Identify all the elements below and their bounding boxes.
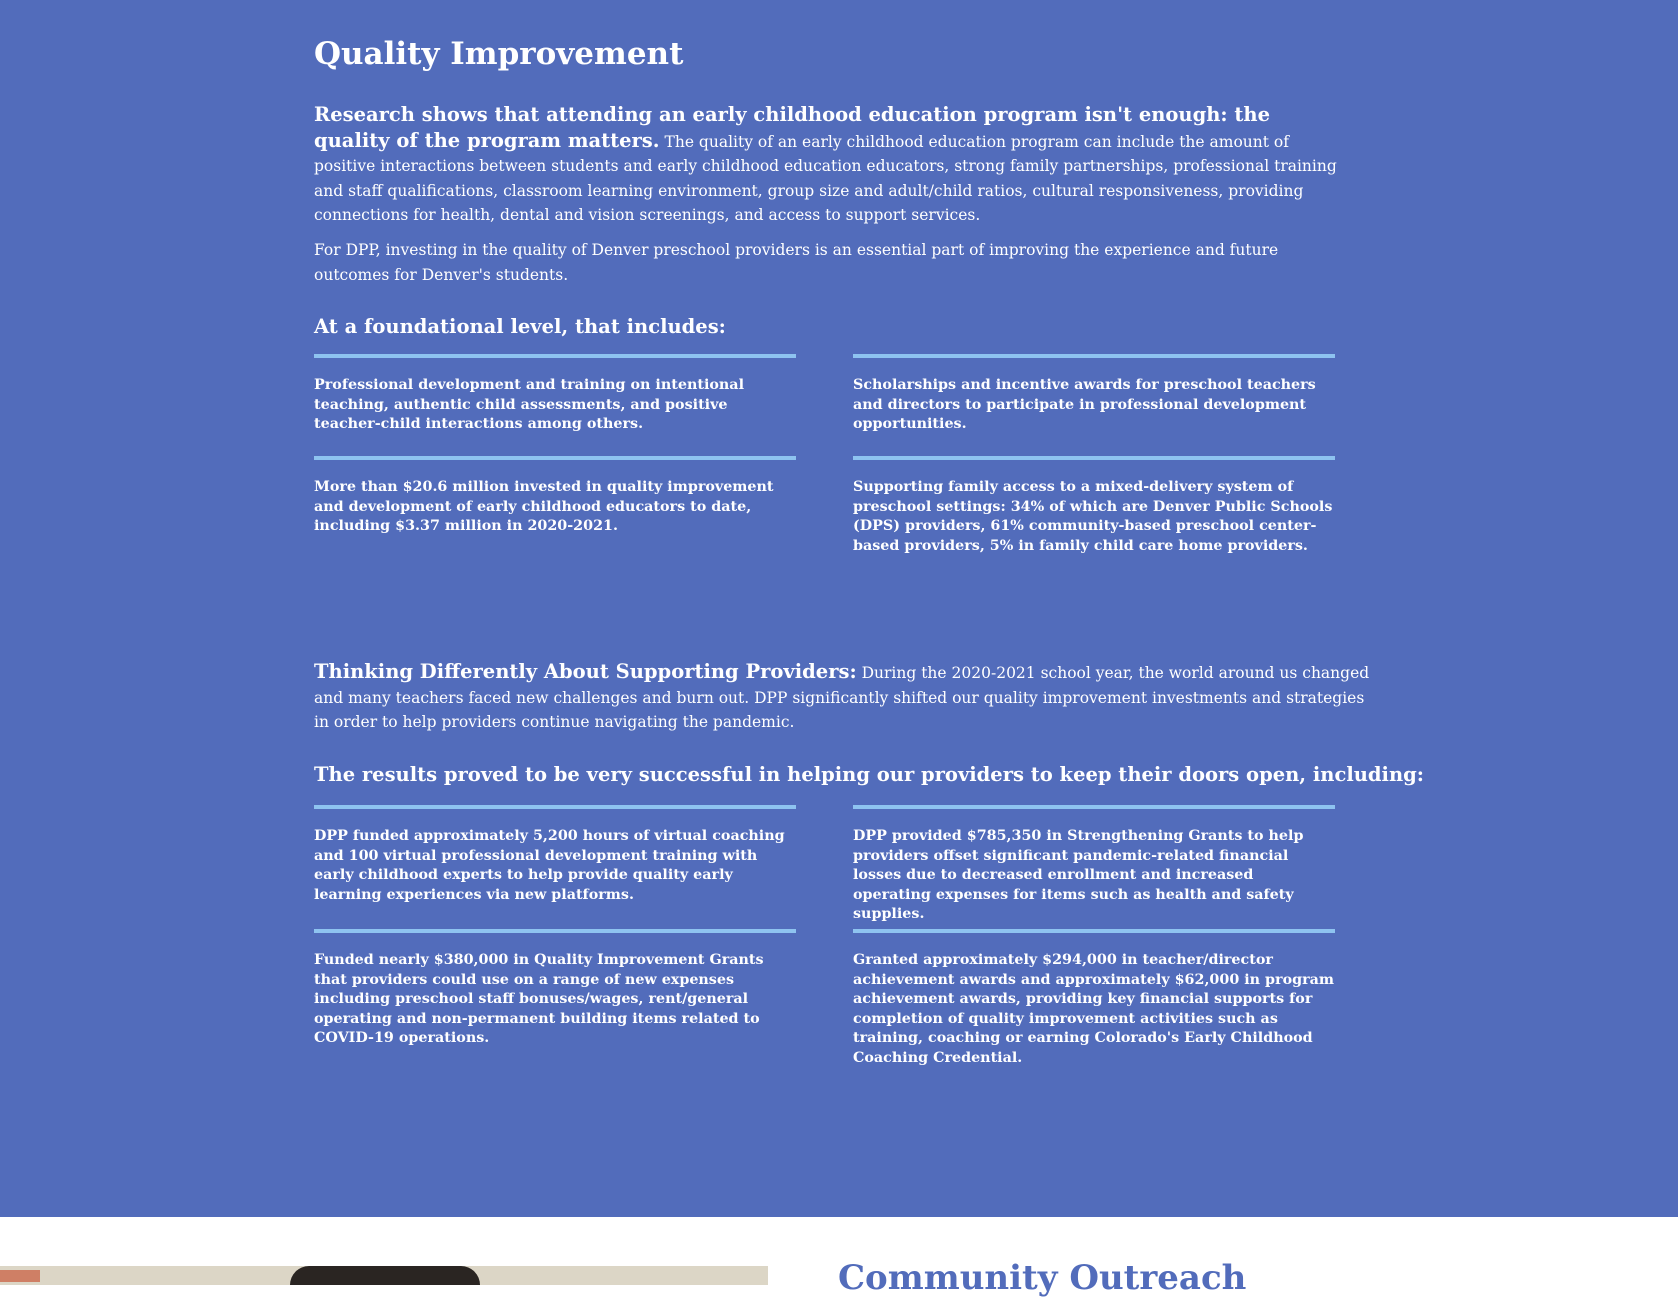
investment-paragraph: For DPP, investing in the quality of Denver preschool providers is an essential part of improving the experience and future outcomes for Denver's students. bbox=[314, 241, 1279, 284]
divider-rule bbox=[314, 805, 796, 809]
intro-body: The quality of an early childhood education program can include the amount of positive interactions between students and early childhood education educators, strong family partnerships, professional training and staff qualifications, classroom learning environment, group size and adult/child ratios, cultural responsiveness, providing connections for health, dental and vision screenings, and access to support services. bbox=[314, 132, 1337, 224]
results-heading: The results proved to be very successful in helping our providers to keep their doors open, including: bbox=[314, 763, 1424, 786]
divider-rule bbox=[314, 929, 796, 933]
results-item: DPP funded approximately 5,200 hours of virtual coaching and 100 virtual professional development training with early childhood experts to help provide quality early learning experiences via new platforms. bbox=[314, 828, 785, 903]
divider-rule bbox=[853, 929, 1335, 933]
community-outreach-title: Community Outreach bbox=[838, 1258, 1247, 1298]
results-item: Funded nearly $380,000 in Quality Improvement Grants that providers could use on a range of new expenses including preschool staff bonuses/wages, rent/general operating and non-permanent building items related to COVID-19 operations. bbox=[314, 952, 764, 1046]
foundational-item: Supporting family access to a mixed-delivery system of preschool settings: 34% of which are Denver Public Schools (DPS) providers, 61% community-based preschool center-based providers, 5% in family child care home providers. bbox=[853, 479, 1333, 554]
divider-rule bbox=[853, 354, 1335, 358]
divider-rule bbox=[853, 805, 1335, 809]
thinking-differently-paragraph bbox=[314, 660, 1370, 735]
results-item: DPP provided $785,350 in Strengthening Grants to help providers offset significant pandemic-related financial losses due to decreased enrollment and increased operating expenses for items such as health and safety supplies. bbox=[853, 828, 1304, 922]
divider-rule bbox=[314, 354, 796, 358]
foundational-item: Scholarships and incentive awards for preschool teachers and directors to participate in professional development opportunities. bbox=[853, 377, 1316, 432]
thinking-body: During the 2020-2021 school year, the world around us changed and many teachers faced new challenges and burn out. DPP significantly shifted our quality improvement investments and strategies in order to help providers continue navigating the pandemic. bbox=[314, 664, 1370, 731]
photo-person-hair bbox=[290, 1266, 480, 1285]
divider-rule bbox=[314, 456, 796, 460]
foundational-heading: At a foundational level, that includes: bbox=[314, 315, 726, 338]
intro-lead: Research shows that attending an early childhood education program isn't enough: the quality of the program matters. bbox=[314, 103, 1270, 152]
outreach-photo bbox=[0, 1266, 768, 1285]
results-item: Granted approximately $294,000 in teacher/director achievement awards and approximately $62,000 in program achievement awards, providing key financial supports for completion of quality improvement activities such as training, coaching or earning Colorado's Early Childhood Coaching Credential. bbox=[853, 952, 1335, 1066]
foundational-item: Professional development and training on intentional teaching, authentic child assessments, and positive teacher-child interactions among others. bbox=[314, 377, 745, 432]
foundational-item: More than $20.6 million invested in quality improvement and development of early childhood educators to date, including $3.37 million in 2020-2021. bbox=[314, 479, 774, 534]
divider-rule bbox=[853, 456, 1335, 460]
intro-paragraph bbox=[314, 103, 1344, 228]
thinking-lead: Thinking Differently About Supporting Providers: bbox=[314, 660, 857, 683]
photo-sign-detail bbox=[0, 1270, 40, 1282]
page-title: Quality Improvement bbox=[314, 36, 684, 72]
